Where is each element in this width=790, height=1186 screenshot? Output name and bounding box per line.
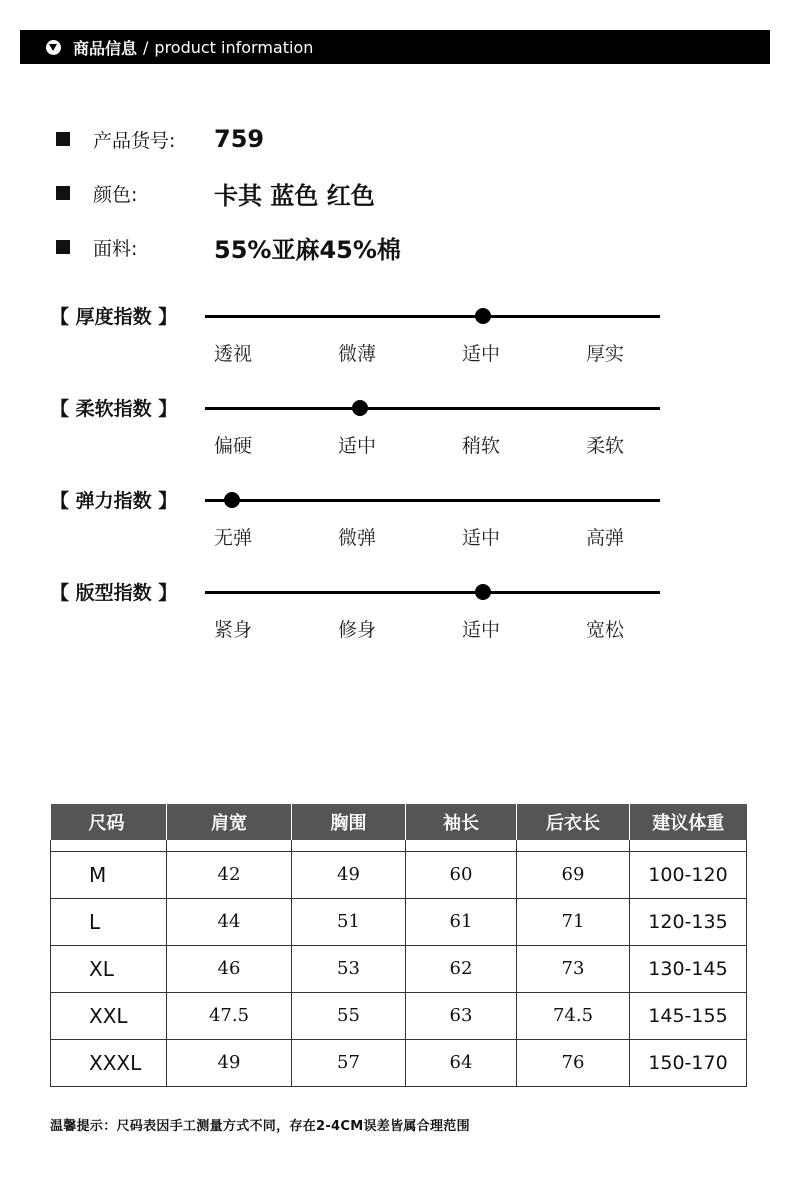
table-cell: 120-135 — [630, 898, 747, 945]
square-bullet-icon — [56, 132, 70, 146]
scale-track — [205, 591, 660, 594]
column-header: 胸围 — [292, 804, 406, 840]
square-bullet-icon — [56, 186, 70, 200]
table-cell: 73 — [517, 945, 630, 992]
scale-label: 适中 — [462, 343, 501, 365]
scale-label: 透视 — [214, 343, 253, 365]
table-spacer-row — [51, 840, 747, 851]
scale-labels — [214, 523, 710, 550]
table-row — [51, 1039, 747, 1086]
scale-indicator-dot — [224, 492, 240, 508]
scale-label: 适中 — [462, 619, 501, 641]
scale-label: 柔软 — [586, 435, 625, 457]
table-header-row — [51, 804, 747, 840]
scale-label: 适中 — [338, 435, 377, 457]
elasticity-scale — [0, 486, 790, 556]
table-cell: 47.5 — [167, 992, 292, 1039]
size-table — [50, 804, 747, 1087]
info-label: 颜色: — [93, 183, 138, 206]
table-cell: 74.5 — [517, 992, 630, 1039]
column-header: 后衣长 — [517, 804, 630, 840]
scale-indicator-dot — [352, 400, 368, 416]
table-cell: 76 — [517, 1039, 630, 1086]
size-note: 温馨提示：尺码表因手工测量方式不同，存在2-4CM误差皆属合理范围 — [50, 1119, 470, 1134]
table-cell: 62 — [406, 945, 517, 992]
scale-label: 无弹 — [214, 527, 253, 549]
scale-indicator-dot — [475, 584, 491, 600]
size-cell: XXXL — [51, 1039, 167, 1086]
scale-labels — [214, 431, 710, 458]
scale-label: 厚实 — [586, 343, 625, 365]
table-cell: 100-120 — [630, 851, 747, 898]
size-cell: XL — [51, 945, 167, 992]
size-cell: L — [51, 898, 167, 945]
table-cell: 46 — [167, 945, 292, 992]
scale-title: 【 厚度指数 】 — [50, 306, 178, 328]
info-label: 产品货号: — [93, 129, 176, 152]
scale-track — [205, 315, 660, 318]
table-cell: 130-145 — [630, 945, 747, 992]
scale-label: 修身 — [338, 619, 377, 641]
scale-labels — [214, 339, 710, 366]
square-bullet-icon — [56, 240, 70, 254]
table-cell: 57 — [292, 1039, 406, 1086]
thickness-scale — [0, 302, 790, 372]
column-header: 尺码 — [51, 804, 167, 840]
scale-label: 适中 — [462, 527, 501, 549]
header-bar — [20, 30, 770, 64]
scale-label: 稍软 — [462, 435, 501, 457]
softness-scale — [0, 394, 790, 464]
scale-track — [205, 407, 660, 410]
scale-label: 紧身 — [214, 619, 253, 641]
table-cell: 64 — [406, 1039, 517, 1086]
scale-label: 高弹 — [586, 527, 625, 549]
table-cell: 49 — [292, 851, 406, 898]
info-row-fabric — [56, 232, 401, 262]
scale-title: 【 版型指数 】 — [50, 582, 178, 604]
scale-title: 【 弹力指数 】 — [50, 490, 178, 512]
table-cell: 49 — [167, 1039, 292, 1086]
table-row — [51, 992, 747, 1039]
scale-track — [205, 499, 660, 502]
chevron-down-circle-icon — [46, 40, 61, 55]
table-cell: 61 — [406, 898, 517, 945]
table-cell: 69 — [517, 851, 630, 898]
info-value: 759 — [214, 125, 265, 153]
scale-labels — [214, 615, 710, 642]
info-value: 55%亚麻45%棉 — [214, 235, 401, 264]
scale-title: 【 柔软指数 】 — [50, 398, 178, 420]
column-header: 袖长 — [406, 804, 517, 840]
info-row-color — [56, 178, 375, 208]
scale-indicator-dot — [475, 308, 491, 324]
size-cell: M — [51, 851, 167, 898]
table-cell: 44 — [167, 898, 292, 945]
header-separator: / — [143, 37, 149, 57]
header-title-cn: 商品信息 — [73, 38, 138, 58]
table-cell: 145-155 — [630, 992, 747, 1039]
table-row — [51, 898, 747, 945]
table-row — [51, 945, 747, 992]
size-cell: XXL — [51, 992, 167, 1039]
table-cell: 63 — [406, 992, 517, 1039]
table-cell: 71 — [517, 898, 630, 945]
scale-label: 微薄 — [338, 343, 377, 365]
table-cell: 60 — [406, 851, 517, 898]
scale-label: 微弹 — [338, 527, 377, 549]
table-cell: 53 — [292, 945, 406, 992]
table-cell: 55 — [292, 992, 406, 1039]
fit-scale — [0, 578, 790, 648]
column-header: 建议体重 — [630, 804, 747, 840]
table-cell: 150-170 — [630, 1039, 747, 1086]
info-value: 卡其 蓝色 红色 — [214, 181, 375, 210]
scale-label: 宽松 — [586, 619, 625, 641]
table-cell: 42 — [167, 851, 292, 898]
info-row-item-number — [56, 124, 264, 154]
header-title-en: product information — [154, 37, 314, 57]
table-row — [51, 851, 747, 898]
table-cell: 51 — [292, 898, 406, 945]
scale-label: 偏硬 — [214, 435, 253, 457]
column-header: 肩宽 — [167, 804, 292, 840]
info-label: 面料: — [93, 237, 138, 260]
